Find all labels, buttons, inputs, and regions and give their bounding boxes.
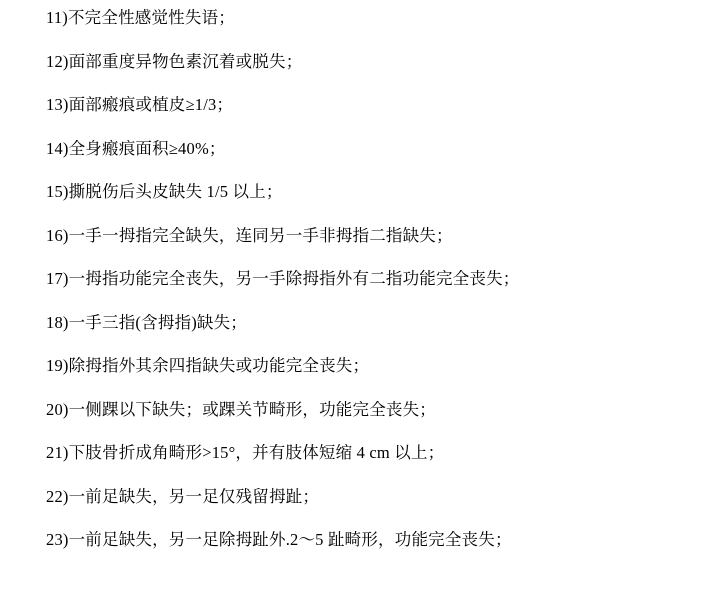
document-line: 14)全身瘢痕面积≥40%； [46,138,226,158]
document-line: 12)面部重度异物色素沉着或脱失； [46,51,303,71]
document-line: 16)一手一拇指完全缺失，连同另一手非拇指二指缺失； [46,225,453,245]
document-line: 22)一前足缺失，另一足仅残留拇趾； [46,486,320,506]
document-line: 23)一前足缺失，另一足除拇趾外.2～5 趾畸形，功能完全丧失； [46,530,512,549]
document-line: 20)一侧踝以下缺失；或踝关节畸形，功能完全丧失； [46,399,436,419]
document-line: 17)一拇指功能完全丧失，另一手除拇指外有二指功能完全丧失； [46,269,520,288]
document-line: 13)面部瘢痕或植皮≥1/3； [46,95,234,114]
document-line: 18)一手三指(含拇指)缺失； [46,312,247,332]
document-line: 11)不完全性感觉性失语； [46,8,235,27]
document-line: 15)撕脱伤后头皮缺失 1/5 以上； [46,182,283,201]
document-line: 21)下肢骨折成角畸形>15°，并有肢体短缩 4 cm 以上； [46,443,445,462]
document-line: 19)除拇指外其余四指缺失或功能完全丧失； [46,356,370,375]
